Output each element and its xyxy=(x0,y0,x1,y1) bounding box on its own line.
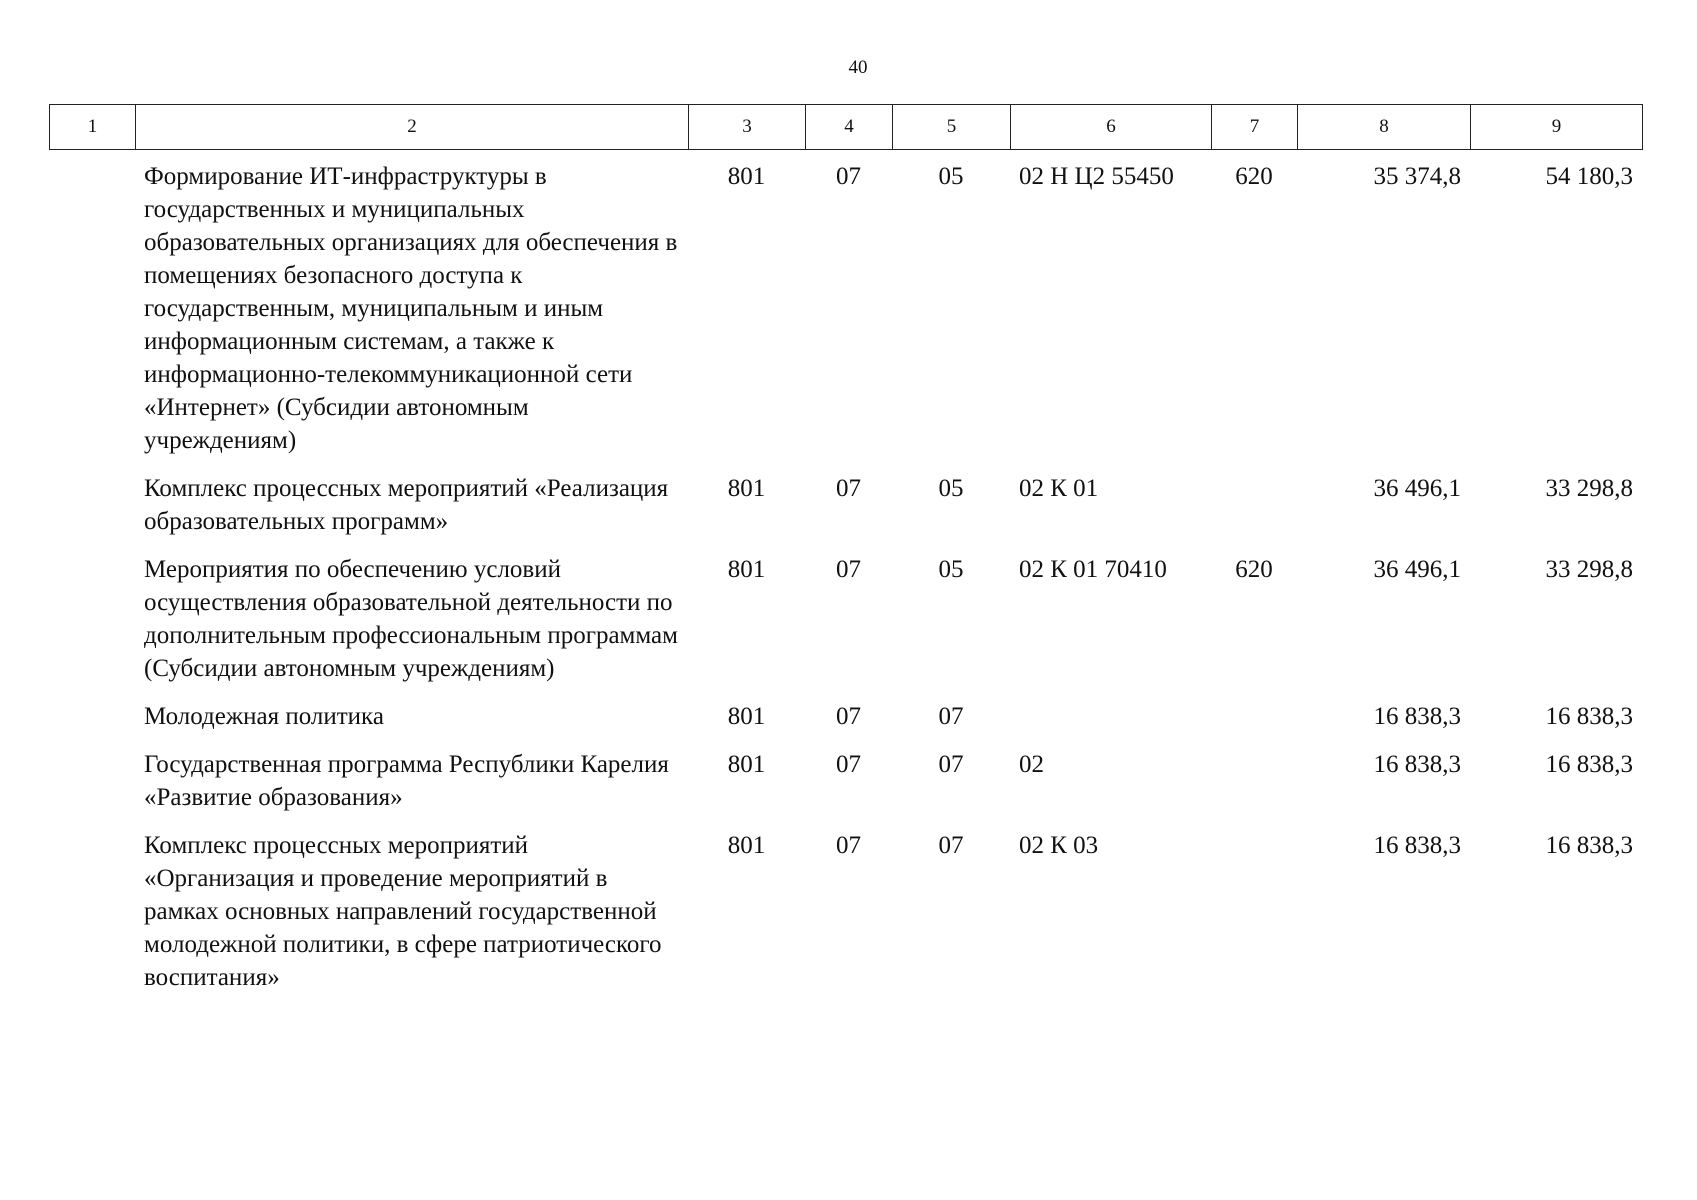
row-sum-1: 36 496,1 xyxy=(1373,475,1461,502)
row-sum-1: 16 838,3 xyxy=(1373,751,1461,778)
row-section: 07 xyxy=(836,751,861,778)
row-expense-type xyxy=(1211,700,1297,748)
row-subsection: 07 xyxy=(938,832,964,859)
row-expense-type xyxy=(1211,748,1297,829)
row-number-cell xyxy=(49,748,135,829)
row-name: Комплекс процессных мероприятий «Реализация образовательных программ» xyxy=(144,475,669,535)
row-sum-2: 33 298,8 xyxy=(1545,475,1633,502)
header-col-3: 3 xyxy=(689,105,806,150)
header-col-4: 4 xyxy=(806,105,893,150)
row-number-cell xyxy=(49,829,135,1009)
row-expense-type: 620 xyxy=(1235,163,1273,190)
row-name: Мероприятия по обеспечению условий осуществления образовательной деятельности по дополнительным профессиональным программам (Субсидии автономным учреждениям) xyxy=(144,556,678,682)
row-subsection: 07 xyxy=(938,751,964,778)
row-number-cell xyxy=(49,700,135,748)
row-subsection: 05 xyxy=(938,163,964,190)
row-expense-type: 620 xyxy=(1235,556,1273,583)
header-col-1: 1 xyxy=(50,105,136,150)
table-row xyxy=(49,472,1642,553)
header-col-9: 9 xyxy=(1471,105,1643,150)
header-col-6: 6 xyxy=(1011,105,1212,150)
row-subsection: 05 xyxy=(938,475,964,502)
row-section: 07 xyxy=(836,556,861,583)
row-expense-type xyxy=(1211,472,1297,553)
table-row xyxy=(49,700,1642,748)
table-row xyxy=(49,829,1642,1009)
row-section: 07 xyxy=(836,163,861,190)
row-subsection: 07 xyxy=(938,703,964,730)
row-name: Молодежная политика xyxy=(144,703,384,730)
row-grbs: 801 xyxy=(727,475,766,502)
row-name: Комплекс процессных мероприятий «Организация и проведение мероприятий в рамках основных направлений государственной молодежной политики, в сфере патриотического воспитания» xyxy=(144,832,662,991)
row-target xyxy=(1010,700,1211,748)
row-sum-2: 54 180,3 xyxy=(1545,163,1633,190)
header-col-7: 7 xyxy=(1212,105,1298,150)
row-number-cell xyxy=(49,553,135,700)
row-sum-2: 33 298,8 xyxy=(1545,556,1633,583)
header-col-8: 8 xyxy=(1298,105,1471,150)
row-expense-type xyxy=(1211,829,1297,1009)
row-target: 02 Н Ц2 55450 xyxy=(1019,163,1174,190)
header-col-2: 2 xyxy=(136,105,689,150)
page-number: 40 xyxy=(848,57,868,78)
table-row xyxy=(49,553,1642,700)
header-col-5: 5 xyxy=(893,105,1011,150)
row-target: 02 К 01 70410 xyxy=(1019,556,1167,583)
table-row xyxy=(49,160,1642,472)
row-name: Государственная программа Республики Карелия «Развитие образования» xyxy=(144,751,669,811)
row-number-cell xyxy=(49,160,135,472)
row-target: 02 К 03 xyxy=(1019,832,1099,859)
row-sum-2: 16 838,3 xyxy=(1545,751,1633,778)
row-grbs: 801 xyxy=(727,163,766,190)
table-row xyxy=(49,748,1642,829)
row-sum-1: 35 374,8 xyxy=(1373,163,1461,190)
row-subsection: 05 xyxy=(938,556,964,583)
row-grbs: 801 xyxy=(727,832,766,859)
row-sum-1: 16 838,3 xyxy=(1373,832,1461,859)
row-sum-1: 36 496,1 xyxy=(1373,556,1461,583)
row-sum-1: 16 838,3 xyxy=(1373,703,1461,730)
row-section: 07 xyxy=(836,703,861,730)
row-target: 02 xyxy=(1019,751,1044,778)
row-section: 07 xyxy=(836,475,861,502)
row-sum-2: 16 838,3 xyxy=(1545,832,1633,859)
row-name: Формирование ИТ-инфраструктуры в государственных и муниципальных образовательных организациях для обеспечения в помещениях безопасного доступа к государственным, муниципальным и иным информационным системам, а также к информационно-телекоммуникационной сети «Интернет» (Субсидии автономным учреждениям) xyxy=(144,163,678,454)
row-grbs: 801 xyxy=(727,703,766,730)
row-target: 02 К 01 xyxy=(1019,475,1099,502)
column-number-header xyxy=(49,104,1643,150)
budget-table xyxy=(49,160,1642,1009)
row-grbs: 801 xyxy=(727,751,766,778)
row-sum-2: 16 838,3 xyxy=(1545,703,1633,730)
row-section: 07 xyxy=(836,832,861,859)
row-grbs: 801 xyxy=(727,556,766,583)
row-number-cell xyxy=(49,472,135,553)
